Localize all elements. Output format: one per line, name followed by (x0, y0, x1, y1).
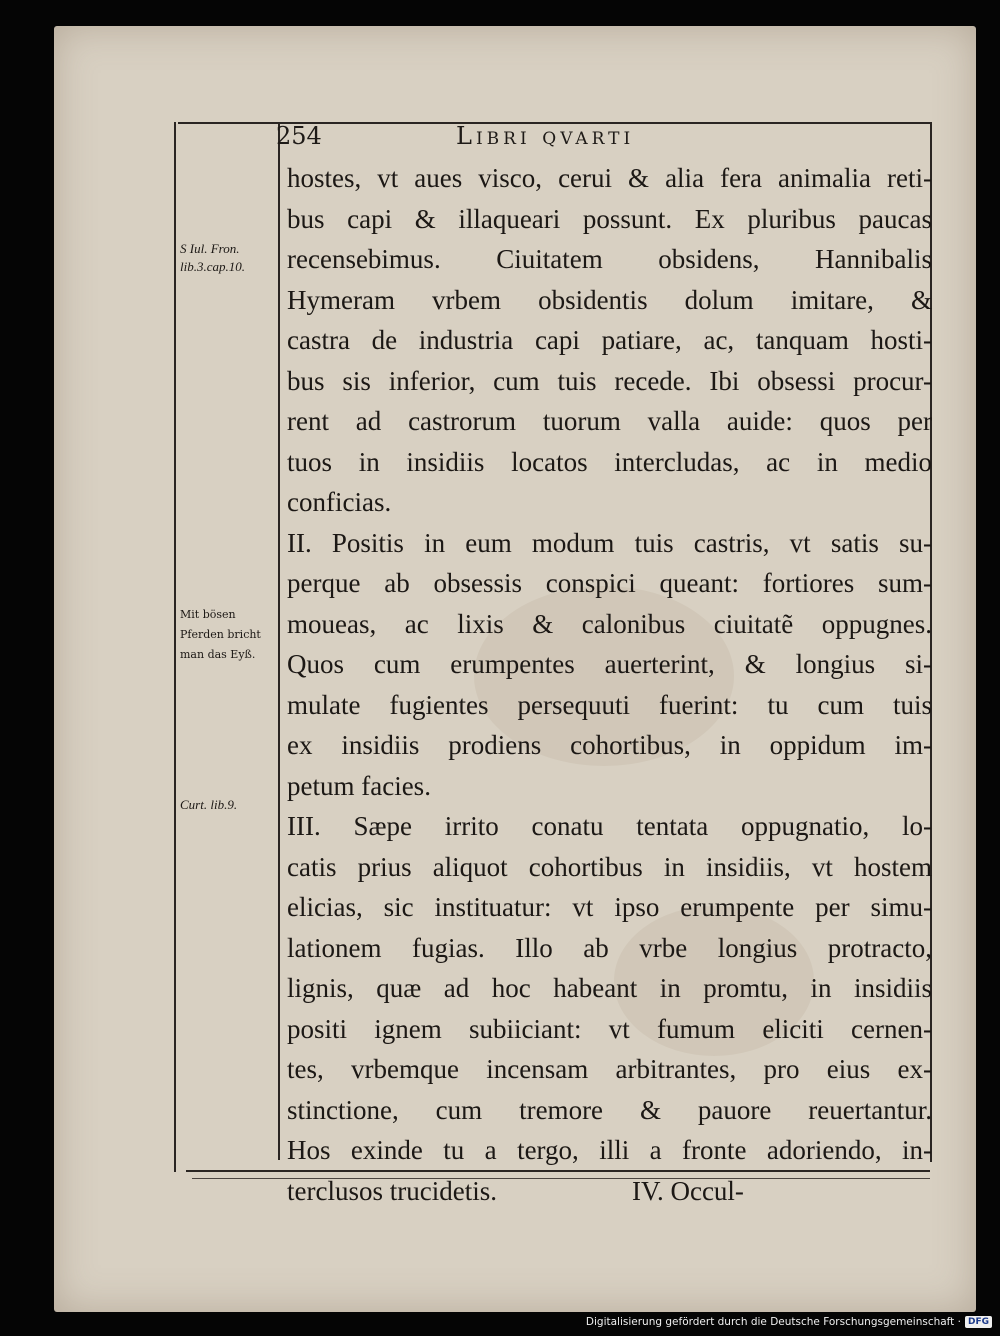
text-line: stinctione, cum tremore & pauore reuertantur. (287, 1094, 932, 1125)
margin-note-curtius: Curt. lib.9. (180, 797, 238, 812)
text-line: mulate fugientes persequuti fuerint: tu cum tuis (287, 689, 932, 720)
text-line: perque ab obsessis conspici queant: fortiores sum- (287, 568, 932, 598)
running-title: Libri qvarti (456, 122, 635, 150)
text-line: Quos cum erumpentes auerterint, & longius si- (287, 649, 932, 679)
text-line: ex insidiis prodiens cohortibus, in oppidum im- (287, 730, 932, 760)
text-line: castra de industria capi patiare, ac, tanquam hosti- (287, 325, 932, 355)
text-line: Hymeram vrbem obsidentis dolum imitare, & (287, 284, 932, 315)
margin-note-source: S Iul. Fron. lib.3.cap.10. (180, 241, 245, 274)
footer-text: Digitalisierung gefördert durch die Deutsche Forschungsgemeinschaft · (585, 1316, 961, 1328)
text-line: II. Positis in eum modum tuis castris, vt satis su- (287, 527, 932, 558)
text-line: catis prius aliquot cohortibus in insidiis, vt hostem (287, 851, 932, 882)
text-line: III. Sæpe irrito conatu tentata oppugnatio, lo- (287, 811, 932, 841)
text-line: petum facies. (287, 770, 431, 801)
text-line: tuos in insidiis locatos intercludas, ac in medio (287, 446, 932, 477)
text-line: positi ignem subiiciant: vt fumum eliciti cernen- (287, 1013, 932, 1044)
text-line: elicias, sic instituatur: vt ipso erumpente per simu- (287, 892, 932, 922)
text-line: Hos exinde tu a tergo, illi a fronte adoriendo, in- (287, 1135, 932, 1165)
text-line: hostes, vt aues visco, cerui & alia fera animalia reti- (287, 163, 932, 193)
text-line: bus sis inferior, cum tuis recede. Ibi obsessi procur- (287, 365, 932, 396)
page-number: 254 (276, 122, 322, 150)
dfg-logo-icon: DFG (965, 1316, 992, 1328)
text-line: rent ad castrorum tuorum valla auide: quos per (287, 406, 932, 436)
text-line: recensebimus. Ciuitatem obsidens, Hannibalis (287, 244, 932, 274)
text-line: bus capi & illaqueari possunt. Ex pluribus paucas (287, 203, 932, 234)
text-line: lignis, quæ ad hoc habeant in promtu, in insidiis (287, 973, 932, 1003)
text-line: terclusos trucidetis. IV. Occul- (287, 1175, 744, 1206)
text-line: lationem fugias. Illo ab vrbe longius protracto, (287, 932, 932, 963)
page-header (276, 118, 930, 154)
outer-rule (174, 122, 176, 1172)
digitization-footer (586, 1312, 992, 1332)
margin-note-proverb: Mit bösen Pferden bricht man das Eyß. (180, 608, 261, 661)
text-line: tes, vrbemque incensam arbitrantes, pro eius ex- (287, 1054, 932, 1084)
text-line: moueas, ac lixis & calonibus ciuitatẽ oppugnes. (287, 608, 932, 639)
main-text-block (287, 158, 932, 1211)
margin-rule (278, 122, 280, 1160)
text-line: conficias. (287, 487, 392, 517)
